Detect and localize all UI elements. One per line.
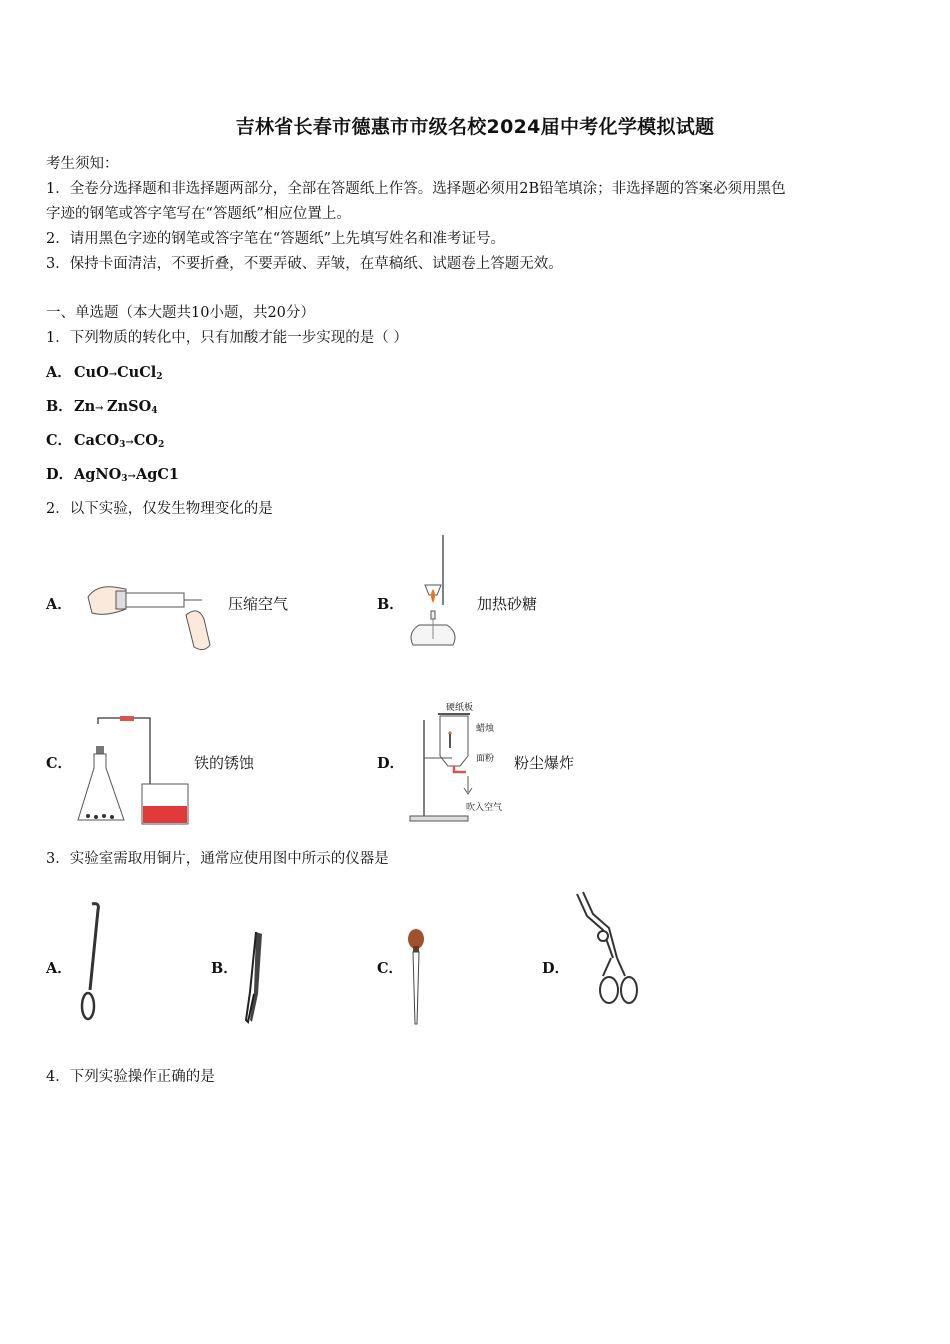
alcohol-lamp-icon xyxy=(405,533,465,653)
q1-option-b xyxy=(46,395,158,416)
question-4-stem: 4．下列实验操作正确的是 xyxy=(46,1069,215,1085)
q2-option-b-caption: 加热砂糖 xyxy=(477,595,538,613)
arrow-icon: → xyxy=(108,369,118,380)
notice-item: 3．保持卡面清洁，不要折叠，不要弄破、弄皱，在草稿纸、试题卷上答题无效。 xyxy=(46,256,563,272)
formula-product: ZnSO xyxy=(107,398,152,415)
q1-option-d xyxy=(46,463,179,484)
formula-product: AgC1 xyxy=(135,466,179,483)
formula-product: CO xyxy=(133,432,158,449)
tweezers-icon xyxy=(242,928,266,1026)
notice-item: 1．全卷分选择题和非选择题两部分，全部在答题纸上作答。选择题必须用2B铅笔填涂；非选择题的答案必须用黑色 xyxy=(46,181,786,197)
q3-option-b-label: B． xyxy=(211,960,238,977)
formula-reactant: Zn xyxy=(74,398,96,415)
q2-option-a-label: A． xyxy=(46,596,72,613)
arrow-icon: → xyxy=(125,437,134,448)
formula-subscript: 2 xyxy=(157,440,165,450)
q3-option-d-label: D． xyxy=(542,960,570,977)
q2-option-d-caption: 粉尘爆炸 xyxy=(514,754,575,772)
question-2-stem: 2．以下实验，仅发生物理变化的是 xyxy=(46,501,273,517)
crucible-tongs-icon xyxy=(573,890,643,1010)
formula-product: CuCl xyxy=(117,364,157,381)
dropper-icon xyxy=(404,928,428,1028)
page-title: 吉林省长春市德惠市市级名校2024届中考化学模拟试题 xyxy=(235,116,715,138)
formula-reactant: AgNO xyxy=(74,466,122,483)
formula-subscript: 4 xyxy=(151,406,158,416)
q2-option-d-label: D． xyxy=(377,755,405,772)
label-cardboard: 硬纸板 xyxy=(446,703,474,713)
syringe-compress-icon xyxy=(86,575,216,655)
q3-option-a-label: A． xyxy=(46,960,72,977)
q2-option-a-caption: 压缩空气 xyxy=(228,595,289,613)
label-flour: 面粉 xyxy=(476,754,495,764)
label-candle: 蜡烛 xyxy=(476,724,495,734)
label-blow-air: 吹入空气 xyxy=(466,803,503,813)
notice-item: 2．请用黑色字迹的钢笔或答字笔在“答题纸”上先填写姓名和准考证号。 xyxy=(46,231,506,247)
option-label: D． xyxy=(46,466,74,483)
q2-option-c-caption: 铁的锈蚀 xyxy=(194,754,255,772)
question-3-stem: 3．实验室需取用铜片，通常应使用图中所示的仪器是 xyxy=(46,851,389,867)
rusting-flask-icon xyxy=(76,716,196,828)
notice-heading: 考生须知： xyxy=(46,156,119,172)
formula-subscript: 2 xyxy=(156,372,163,382)
medicine-spoon-icon xyxy=(76,900,106,1024)
q3-option-c-label: C． xyxy=(377,960,404,977)
q1-option-c xyxy=(46,429,164,450)
question-1-stem: 1．下列物质的转化中，只有加酸才能一步实现的是（ ） xyxy=(46,330,408,346)
notice-item: 字迹的钢笔或答字笔写在“答题纸”相应位置上。 xyxy=(46,206,351,222)
formula-reactant: CaCO xyxy=(74,432,120,449)
arrow-icon: → xyxy=(127,471,136,482)
option-label: C． xyxy=(46,432,73,449)
formula-subscript: 3 xyxy=(121,474,128,484)
q1-option-a xyxy=(46,361,163,382)
formula-subscript: 3 xyxy=(119,440,126,450)
option-label: B． xyxy=(46,398,73,415)
q2-option-b-label: B． xyxy=(377,596,404,613)
section-heading: 一、单选题（本大题共10小题，共20分） xyxy=(46,305,315,321)
option-label: A． xyxy=(46,364,72,381)
arrow-icon: → xyxy=(95,403,108,414)
q2-option-c-label: C． xyxy=(46,755,73,772)
formula-reactant: CuO xyxy=(74,364,109,381)
